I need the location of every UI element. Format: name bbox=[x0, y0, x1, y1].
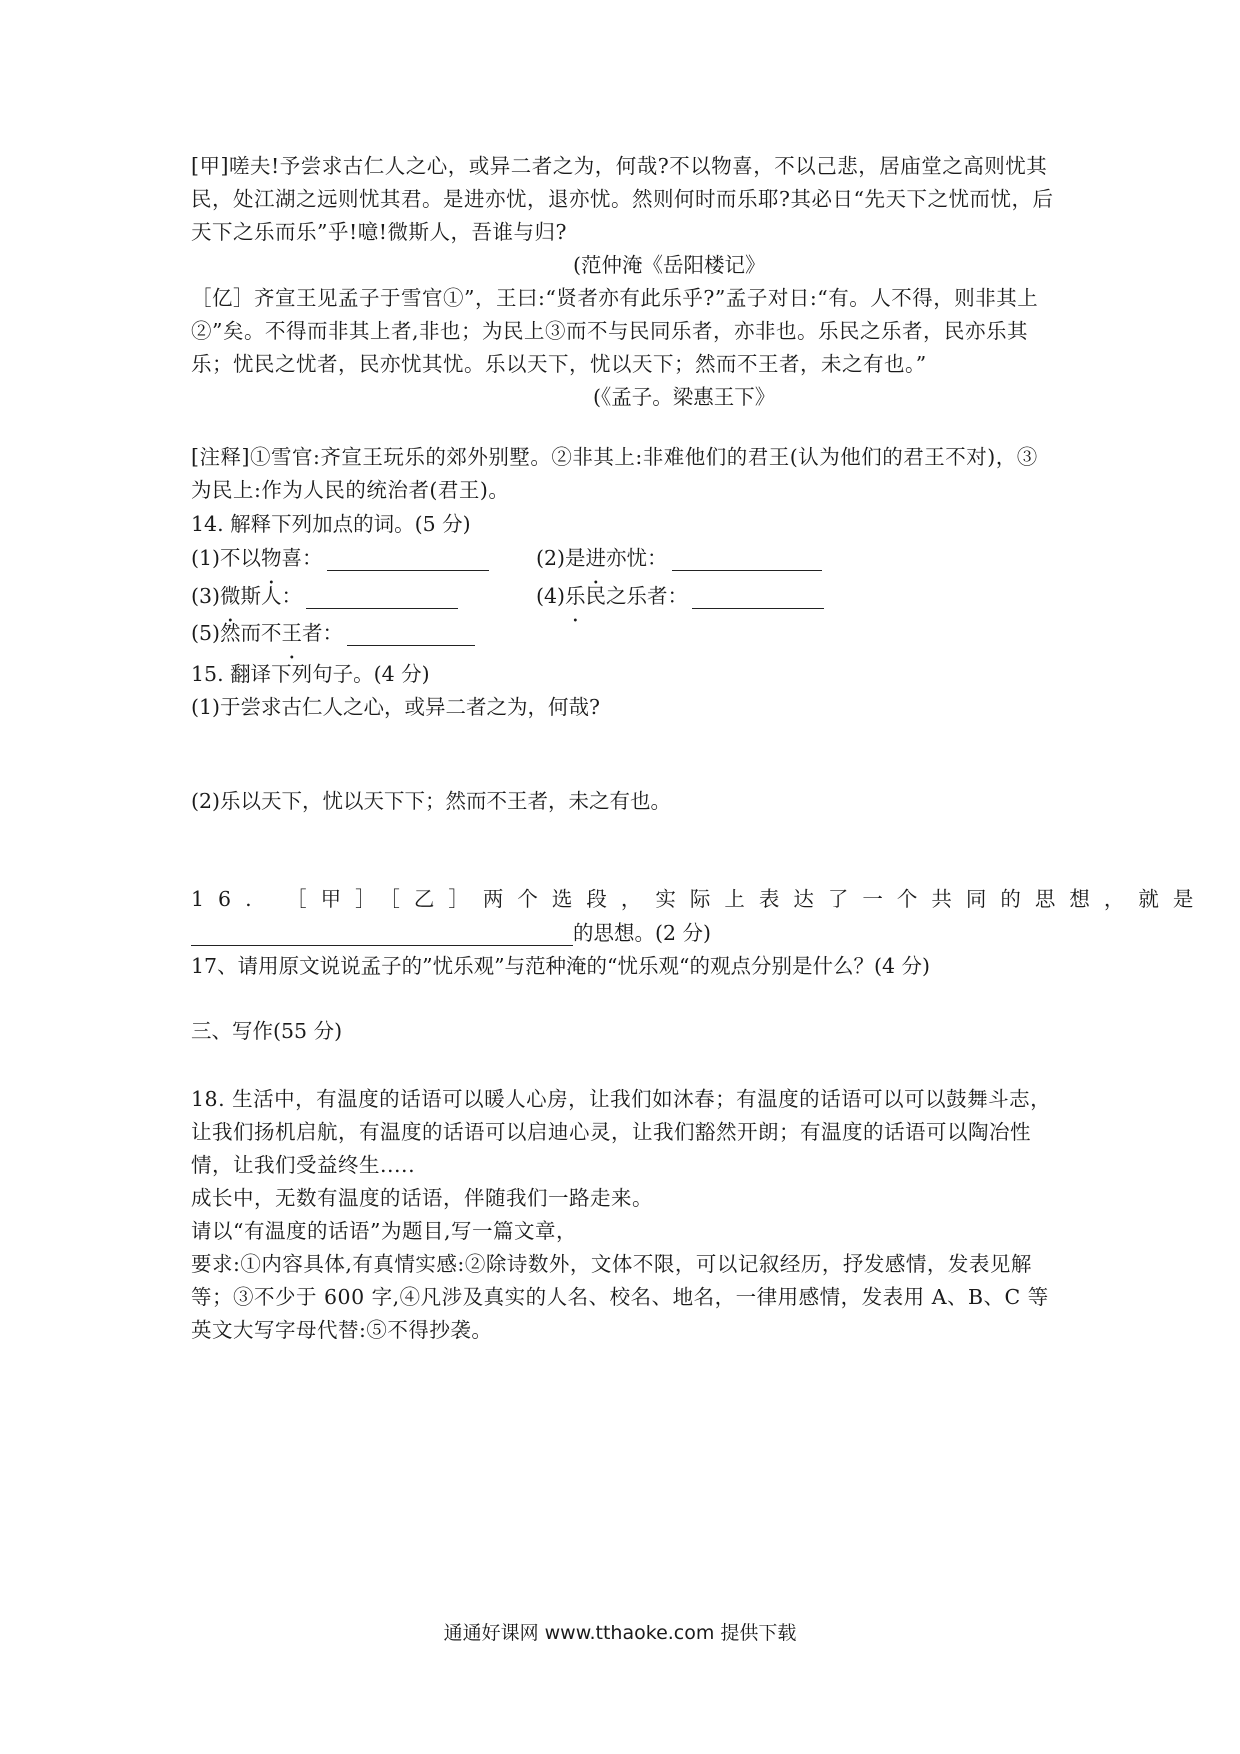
dotted-word: 进 bbox=[585, 546, 607, 570]
dotted-word: 王 bbox=[281, 621, 303, 645]
passage-b-source: (《孟子。梁惠王下》 bbox=[593, 385, 776, 409]
answer-blank[interactable] bbox=[191, 921, 573, 946]
q14-title: 14. 解释下列加点的词。(5 分) bbox=[191, 512, 471, 536]
q16-line-1: 16. ［甲］［乙］两个选段，实际上表达了一个共同的思想，就是 bbox=[191, 887, 1208, 911]
passage-a-source: (范仲淹《岳阳楼记》 bbox=[573, 253, 766, 277]
q18-line-3: 请以“有温度的话语”为题目,写一篇文章， bbox=[191, 1219, 577, 1243]
notes-text: [注释]①雪官:齐宣王玩乐的郊外别墅。②非其上:非难他们的君王(认为他们的君王不对)，③为民上:作为人民的统治者(君王)。 bbox=[191, 445, 1038, 502]
answer-blank[interactable] bbox=[306, 584, 458, 609]
q18-requirements: 要求:①内容具体,有真情实感:②除诗数外，文体不限，可以记叙经历，抒发感情，发表见解等；③不少于 600 字,④凡涉及真实的人名、校名、地名，一律用感情，发表用 A、B、C 等英文大写字母代替:⑤不得抄袭。 bbox=[191, 1252, 1049, 1342]
q14-item-5: (5)然而不王者： bbox=[191, 617, 475, 650]
q18-prompt: 18. 生活中，有温度的话语可以暖人心房，让我们如沐春；有温度的话语可以可以鼓舞斗志，让我们扬机启航，有温度的话语可以启迪心灵，让我们豁然开朗；有温度的话语可以陶冶性情，让我们受益终生..... bbox=[191, 1087, 1052, 1177]
dotted-word: 物 bbox=[261, 546, 282, 570]
q18-line-2: 成长中，无数有温度的话语，伴随我们一路走来。 bbox=[191, 1186, 653, 1210]
q15-title: 15. 翻译下列句子。(4 分) bbox=[191, 662, 430, 686]
q14-item-3: (3)微斯人： bbox=[191, 580, 458, 613]
q18 bbox=[191, 1083, 1055, 1347]
passage-b bbox=[191, 282, 1055, 381]
passage-a-text: [甲]嗟夫!予尝求古仁人之心，或异二者之为，何哉?不以物喜，不以己悲，居庙堂之高则忧其民，处江湖之远则忧其君。是进亦忧，退亦忧。然则何时而乐耶?其必日“先天下之忧而忧，后天下之乐而乐”乎!噫!微斯人，吾谁与归? bbox=[191, 154, 1054, 244]
q14-item-4: (4)乐民之乐者： bbox=[536, 580, 824, 613]
q16-line-2: 的思想。(2 分) bbox=[191, 917, 711, 950]
passage-b-text: ［亿］齐宣王见孟子于雪官①”，王曰:“贤者亦有此乐乎?”孟子对日:“有。人不得，则非其上②”矣。不得而非其上者,非也；为民上③而不与民同乐者，亦非也。乐民之乐者，民亦乐其乐；忧民之忧者，民亦忧其忧。乐以天下，忧以天下；然而不王者，未之有也。” bbox=[191, 286, 1039, 376]
notes bbox=[191, 441, 1055, 507]
section-3-heading: 三、写作(55 分) bbox=[191, 1019, 343, 1043]
answer-blank[interactable] bbox=[327, 546, 489, 571]
q15-sentence-1: (1)于尝求古仁人之心，或异二者之为，何哉? bbox=[191, 695, 601, 719]
dotted-word: 微 bbox=[220, 584, 241, 608]
footer-watermark: 通通好课网 www.tthaoke.com 提供下载 bbox=[443, 1622, 797, 1644]
q14-item-1: (1)不以物喜： bbox=[191, 542, 489, 575]
q14-item-2: (2)是进亦忧： bbox=[536, 542, 822, 575]
answer-blank[interactable] bbox=[347, 621, 475, 646]
q17: 17、请用原文说说孟子的”忧乐观”与范种淹的“忧乐观“的观点分别是什么？(4 分) bbox=[191, 954, 931, 978]
passage-a bbox=[191, 150, 1055, 249]
answer-blank[interactable] bbox=[672, 546, 822, 571]
dotted-word: 乐 bbox=[565, 584, 586, 608]
answer-blank[interactable] bbox=[692, 584, 824, 609]
q15-sentence-2: (2)乐以天下，忧以天下下；然而不王者，未之有也。 bbox=[191, 789, 672, 813]
